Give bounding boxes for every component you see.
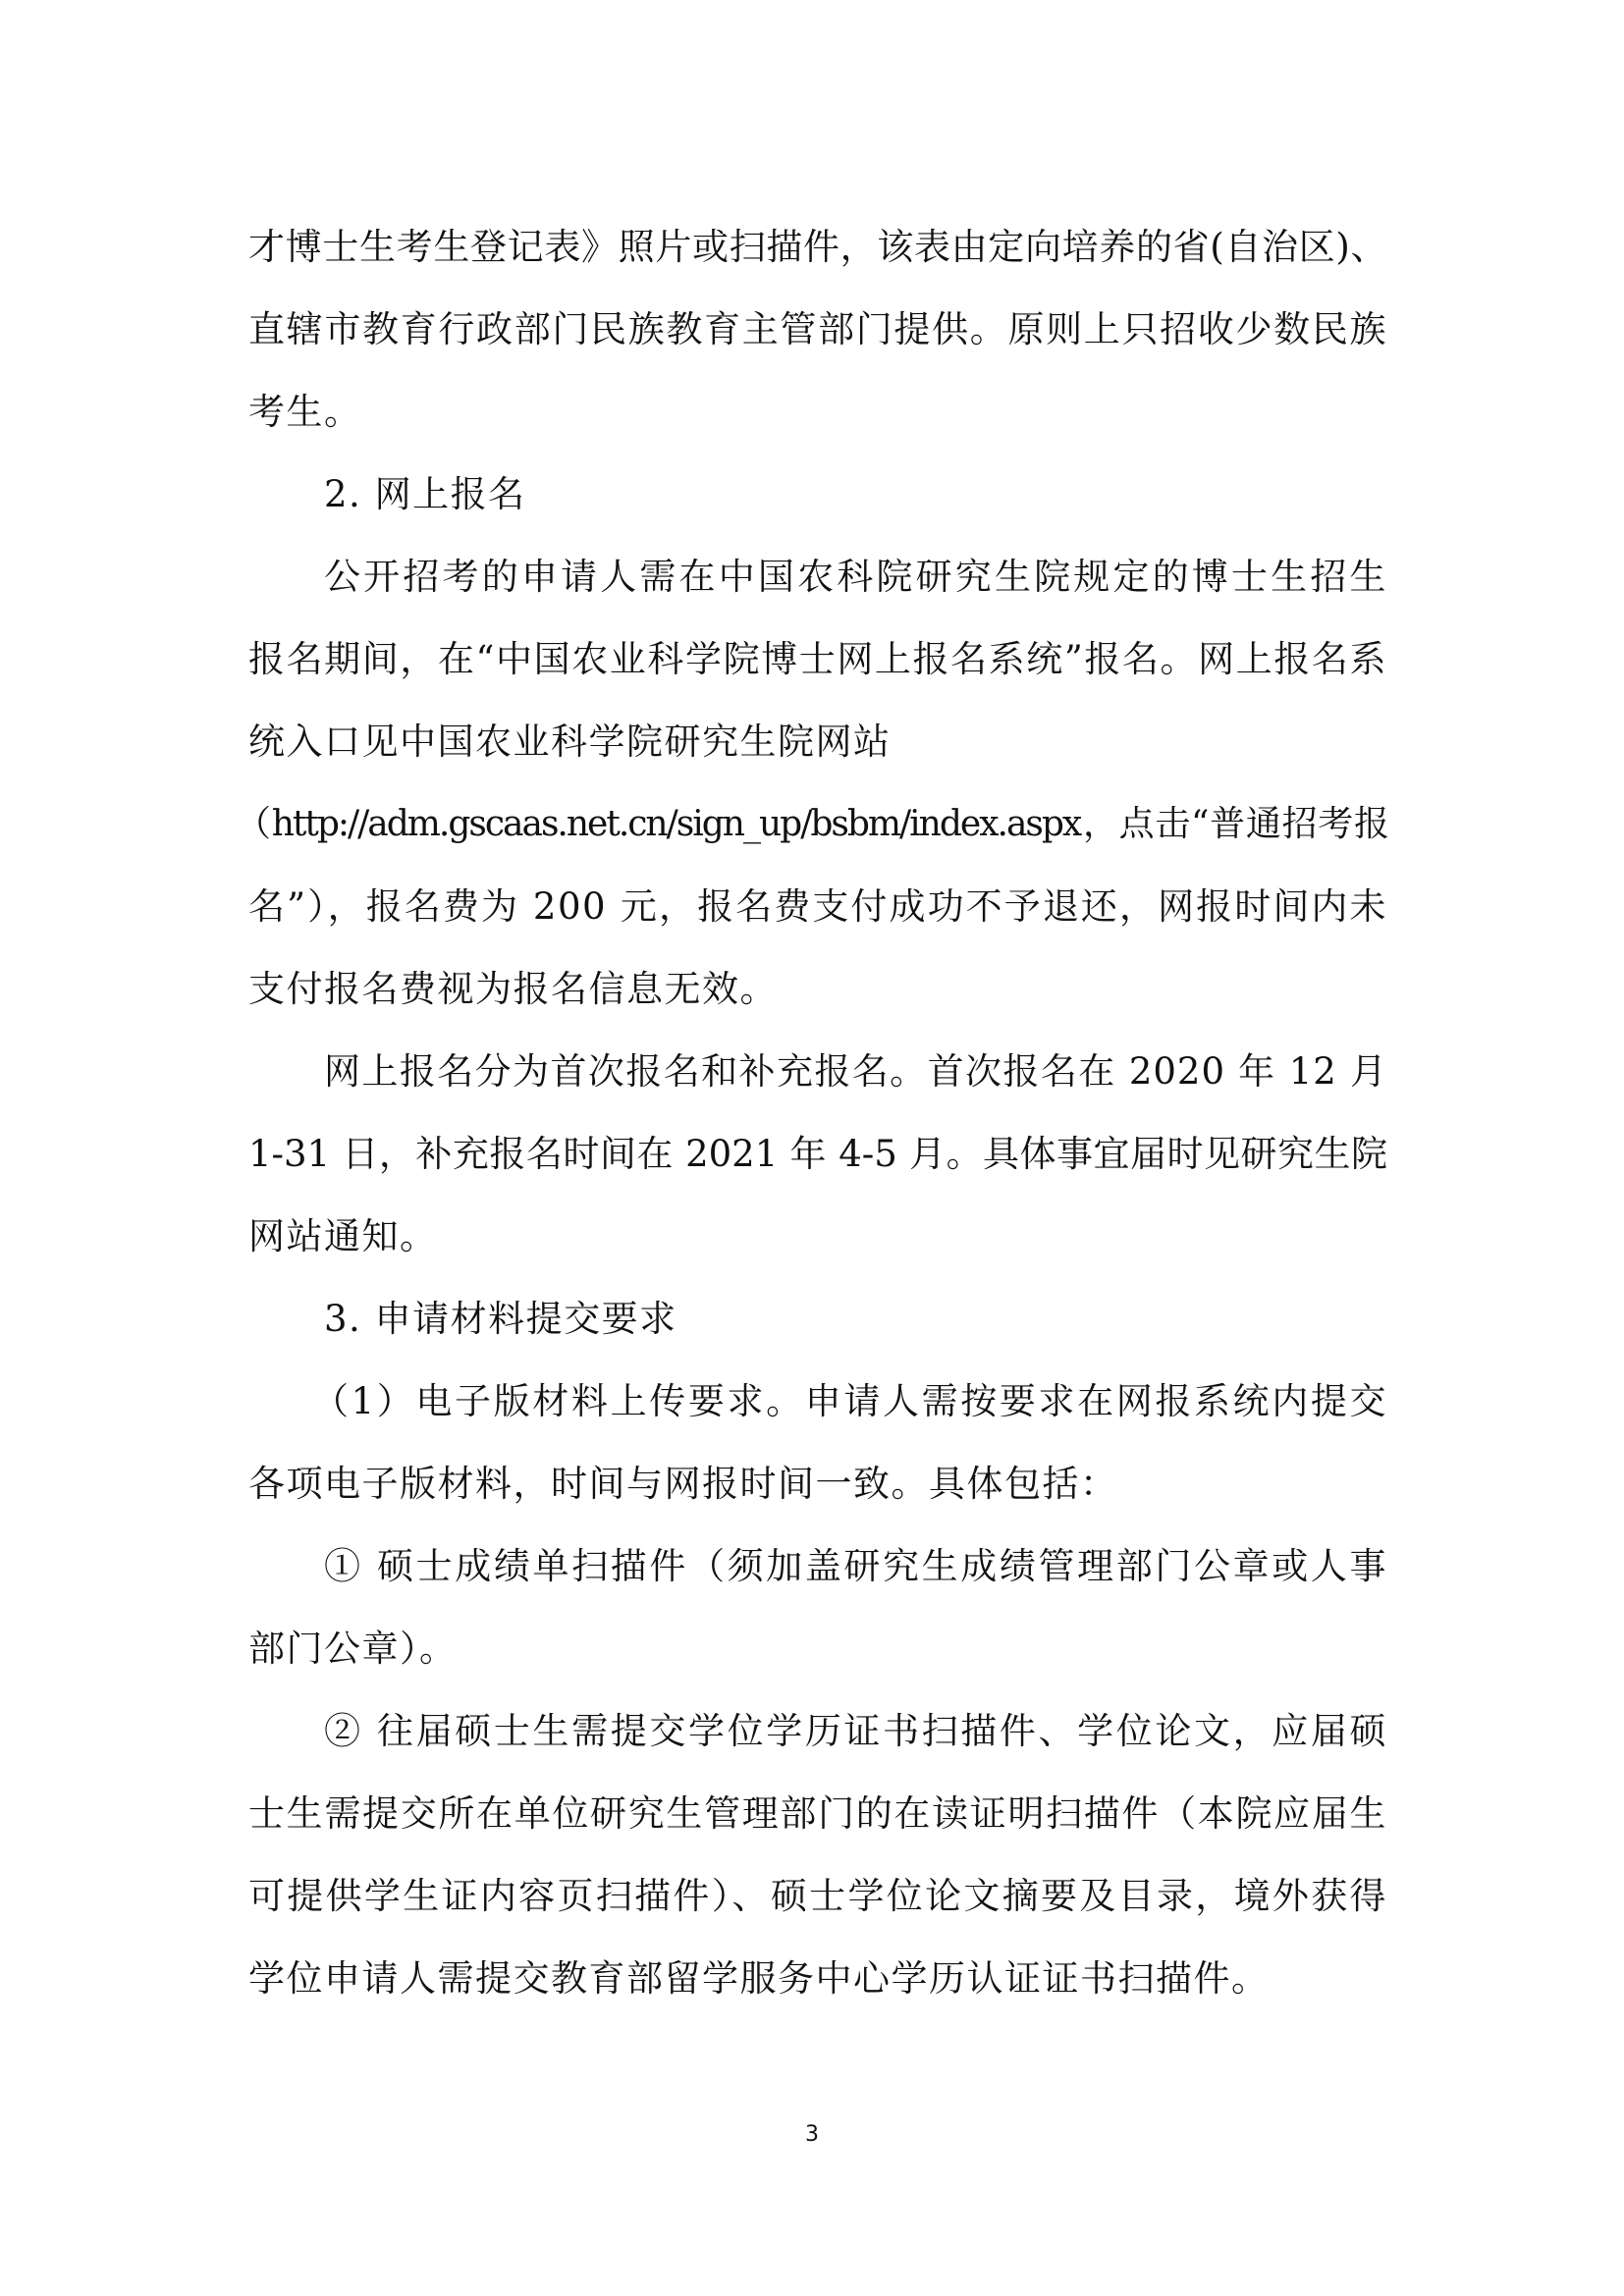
- body-line-16: 各项电子版材料，时间与网报时间一致。具体包括：: [248, 1463, 1118, 1505]
- list-item-1-line-2: 部门公章）。: [248, 1628, 458, 1670]
- section-heading-online-registration: 2. 网上报名: [324, 473, 526, 515]
- list-item-2-line-1: ② 往届硕士生需提交学位学历证书扫描件、学位论文，应届硕: [324, 1710, 1387, 1752]
- body-line-6: 报名期间，在“中国农业科学院博士网上报名系统”报名。网上报名系: [248, 638, 1387, 680]
- body-line-15: （1）电子版材料上传要求。申请人需按要求在网报系统内提交: [312, 1380, 1387, 1422]
- body-line-11: 网上报名分为首次报名和补充报名。首次报名在 2020 年 12 月: [324, 1050, 1387, 1093]
- registration-url-line: （http://adm.gscaas.net.cn/sign_up/bsbm/index.aspx，点击“普通招考报: [236, 804, 1387, 844]
- body-line-5: 公开招考的申请人需在中国农科院研究生院规定的博士生招生: [324, 556, 1387, 598]
- page-number: 3: [805, 2122, 819, 2147]
- list-item-1-line-1: ① 硕士成绩单扫描件（须加盖研究生成绩管理部门公章或人事: [324, 1545, 1387, 1587]
- section-heading-materials: 3. 申请材料提交要求: [324, 1298, 677, 1340]
- body-line-7: 统入口见中国农业科学院研究生院网站: [248, 721, 892, 763]
- list-item-2-line-3: 可提供学生证内容页扫描件）、硕士学位论文摘要及目录，境外获得: [248, 1875, 1387, 1917]
- body-line-13: 网站通知。: [248, 1215, 438, 1257]
- body-line-12: 1-31 日，补充报名时间在 2021 年 4-5 月。具体事宜届时见研究生院: [248, 1133, 1387, 1175]
- body-line-3: 考生。: [248, 391, 362, 433]
- list-item-2-line-4: 学位申请人需提交教育部留学服务中心学历认证证书扫描件。: [248, 1957, 1270, 2000]
- body-line-2: 直辖市教育行政部门民族教育主管部门提供。原则上只招收少数民族: [248, 308, 1387, 350]
- body-line-10: 支付报名费视为报名信息无效。: [248, 968, 778, 1010]
- body-line-9: 名”），报名费为 200 元，报名费支付成功不予退还，网报时间内未: [248, 885, 1387, 928]
- list-item-2-line-2: 士生需提交所在单位研究生管理部门的在读证明扫描件（本院应届生: [248, 1792, 1387, 1835]
- body-line-1: 才博士生考生登记表》照片或扫描件，该表由定向培养的省(自治区)、: [248, 226, 1387, 268]
